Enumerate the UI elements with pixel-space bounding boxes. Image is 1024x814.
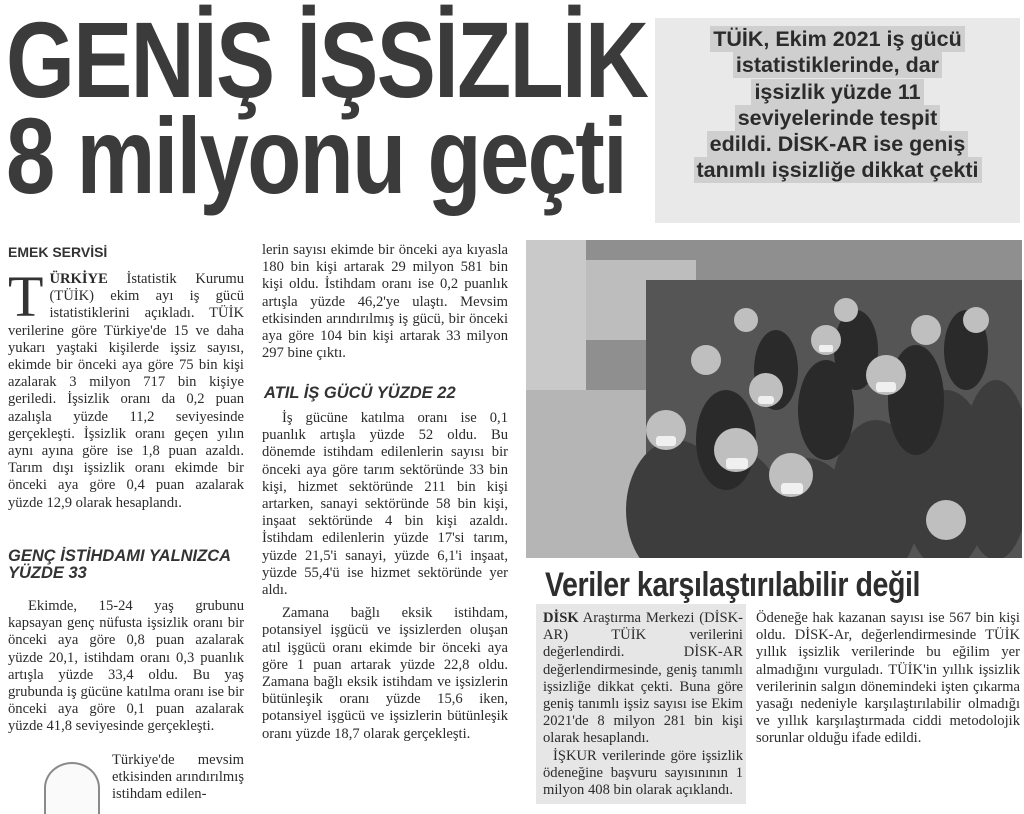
paragraph: Türkiye'de mevsim etkisinden arındırılmış istihdam edilen-: [112, 752, 244, 803]
lead-word: ÜRKİYE: [49, 271, 108, 287]
lead-word: DİSK: [543, 610, 579, 626]
intro-text: İstatistik Kurumu (TÜİK) ekim ayı iş gücü istatistiklerini açıkladı. TÜİK verilerine göre Türkiye'de 15 ve daha yukarı yaştaki kişilerde işsiz sayısı, ekimde bir önceki aya göre 75 bin kişi azalarak 3 milyon 717 bin kişiye geriledi. İşsizlik oranı da 0,2 puan azalışla yüzde 11,2 seviyesinde gerçekleşti. İşsizlik oranı geçen yılın aynı ayına göre ise 1,8 puan azaldı. Tarım dışı işsizlik oranı ekimde bir önceki aya göre 0,4 puan azalarak yüzde 12,9 olarak hesaplandı.: [8, 271, 244, 511]
column-2-top: [262, 242, 508, 362]
spot-line: işsizlik yüzde 11: [660, 79, 1015, 105]
column-3: [543, 610, 743, 799]
subhead-atil-isgucu: ATIL İŞ GÜCÜ YÜZDE 22: [264, 384, 456, 402]
headline-line-1: GENİŞ İŞSİZLİK: [6, 0, 648, 120]
spot-line: istatistiklerinde, dar: [660, 52, 1015, 78]
byline: EMEK SERVİSİ: [8, 244, 108, 260]
spot-line: edildi. DİSK-AR ise geniş: [660, 131, 1015, 157]
column-1-intro: [8, 264, 244, 512]
subhead-genc-istihdam: GENÇ İSTİHDAMI YALNIZCA YÜZDE 33: [8, 547, 231, 582]
dropcap: T: [8, 264, 44, 329]
column-1-continued: [112, 752, 244, 804]
helmet-icon: [44, 762, 100, 814]
headline-line-2: 8 milyonu geçti: [6, 95, 627, 216]
paragraph: Ekimde, 15-24 yaş grubunu kapsayan genç nüfusta işsizlik oranı bir önceki aya göre 0,8 puan azalarak yüzde 20,1, istihdam oranı 0,3 puanlık artışla yüzde 33,4 oldu. Bu yaş grubunda iş gücüne katılma oranı ise bir önceki aya göre 0,1 puan azalarak yüzde 41,8 seviyesinde gerçekleşti.: [8, 598, 244, 735]
spot-line: tanımlı işsizliğe dikkat çekti: [660, 157, 1015, 183]
crowd-illustration: [526, 240, 1022, 558]
paragraph: İş gücüne katılma oranı ise 0,1 puanlık artışla yüzde 52 oldu. Bu dönemde istihdam edilenlerin sayısı bir önceki aya göre tarım sektöründe 33 bin kişi, hizmet sektöründe 211 bin kişi artarken, sanayi sektöründe 58 bin kişi, inşaat sektöründe 4 bin kişi azaldı. İstihdam edilenlerin yüzde 17'si tarım, yüzde 21,5'i sanayi, yüzde 6,1'i inşaat, yüzde 55,4'ü ise hizmet sektöründe yer aldı.: [262, 410, 508, 599]
column-4: [756, 610, 1020, 748]
column-1-body: [8, 598, 244, 736]
paragraph: DİSK Araştırma Merkezi (DİSK-AR) TÜİK verilerini değerlendirdi. DİSK-AR değerlendirmesinde, geniş tanımlı işsizliğe dikkat çekti. Buna göre geniş tanımlı işsiz sayısı ise Ekim 2021'de 8 milyon 281 bin kişi olarak hesaplandı.: [543, 610, 743, 747]
column-2-body: [262, 410, 508, 743]
spot-line: seviyelerinde tespit: [660, 105, 1015, 131]
intro-paragraph: [8, 264, 244, 512]
paragraph: Ödeneğe hak kazanan sayısı ise 567 bin kişi oldu. DİSK-Ar, değerlendirmesinde TÜİK yıllık işsizlik verilerinde bu eğilim yer almadığını vurguladı. TÜİK'in yıllık işsizlik verilerinin salgın dönemindeki işten çıkarma yasağı nedeniyle karşılaştırılabilir olmadığı ve yıllık karşılaştırmada ciddi metodolojik sorunlar olduğu ifade edildi.: [756, 610, 1020, 747]
spot-text: [660, 26, 1015, 184]
paragraph: lerin sayısı ekimde bir önceki aya kıyasla 180 bin kişi artarak 29 milyon 581 bin kişi oldu. İstihdam oranı ise 0,2 puanlık artışla yüzde 46,2'ye ulaştı. Mevsim etkisinden arındırılmış iş gücü, bir önceki aya göre 104 bin kişi artarak 33 milyon 297 bine çıktı.: [262, 242, 508, 362]
section-2-title: Veriler karşılaştırılabilir değil: [545, 566, 921, 604]
crowd-photo: [526, 240, 1022, 558]
paragraph: Zamana bağlı eksik istihdam, potansiyel işgücü ve işsizlerden oluşan atıl işgücü oranı ekimde bir önceki aya göre 1 puan artarak yüzde 22,8 oldu. Zamana bağlı eksik istihdam ve işsizlerin bütünleşik oranı yüzde 15,6 iken, potansiyel işgücü ve işsizlerin bütünleşik oranı yüzde 18,7 olarak gerçekleşti.: [262, 605, 508, 742]
paragraph: İŞKUR verilerinde göre işsizlik ödeneğine başvuru sayısınının 1 milyon 408 bin olarak açıklandı.: [543, 747, 743, 799]
spot-line: TÜİK, Ekim 2021 iş gücü: [660, 26, 1015, 52]
